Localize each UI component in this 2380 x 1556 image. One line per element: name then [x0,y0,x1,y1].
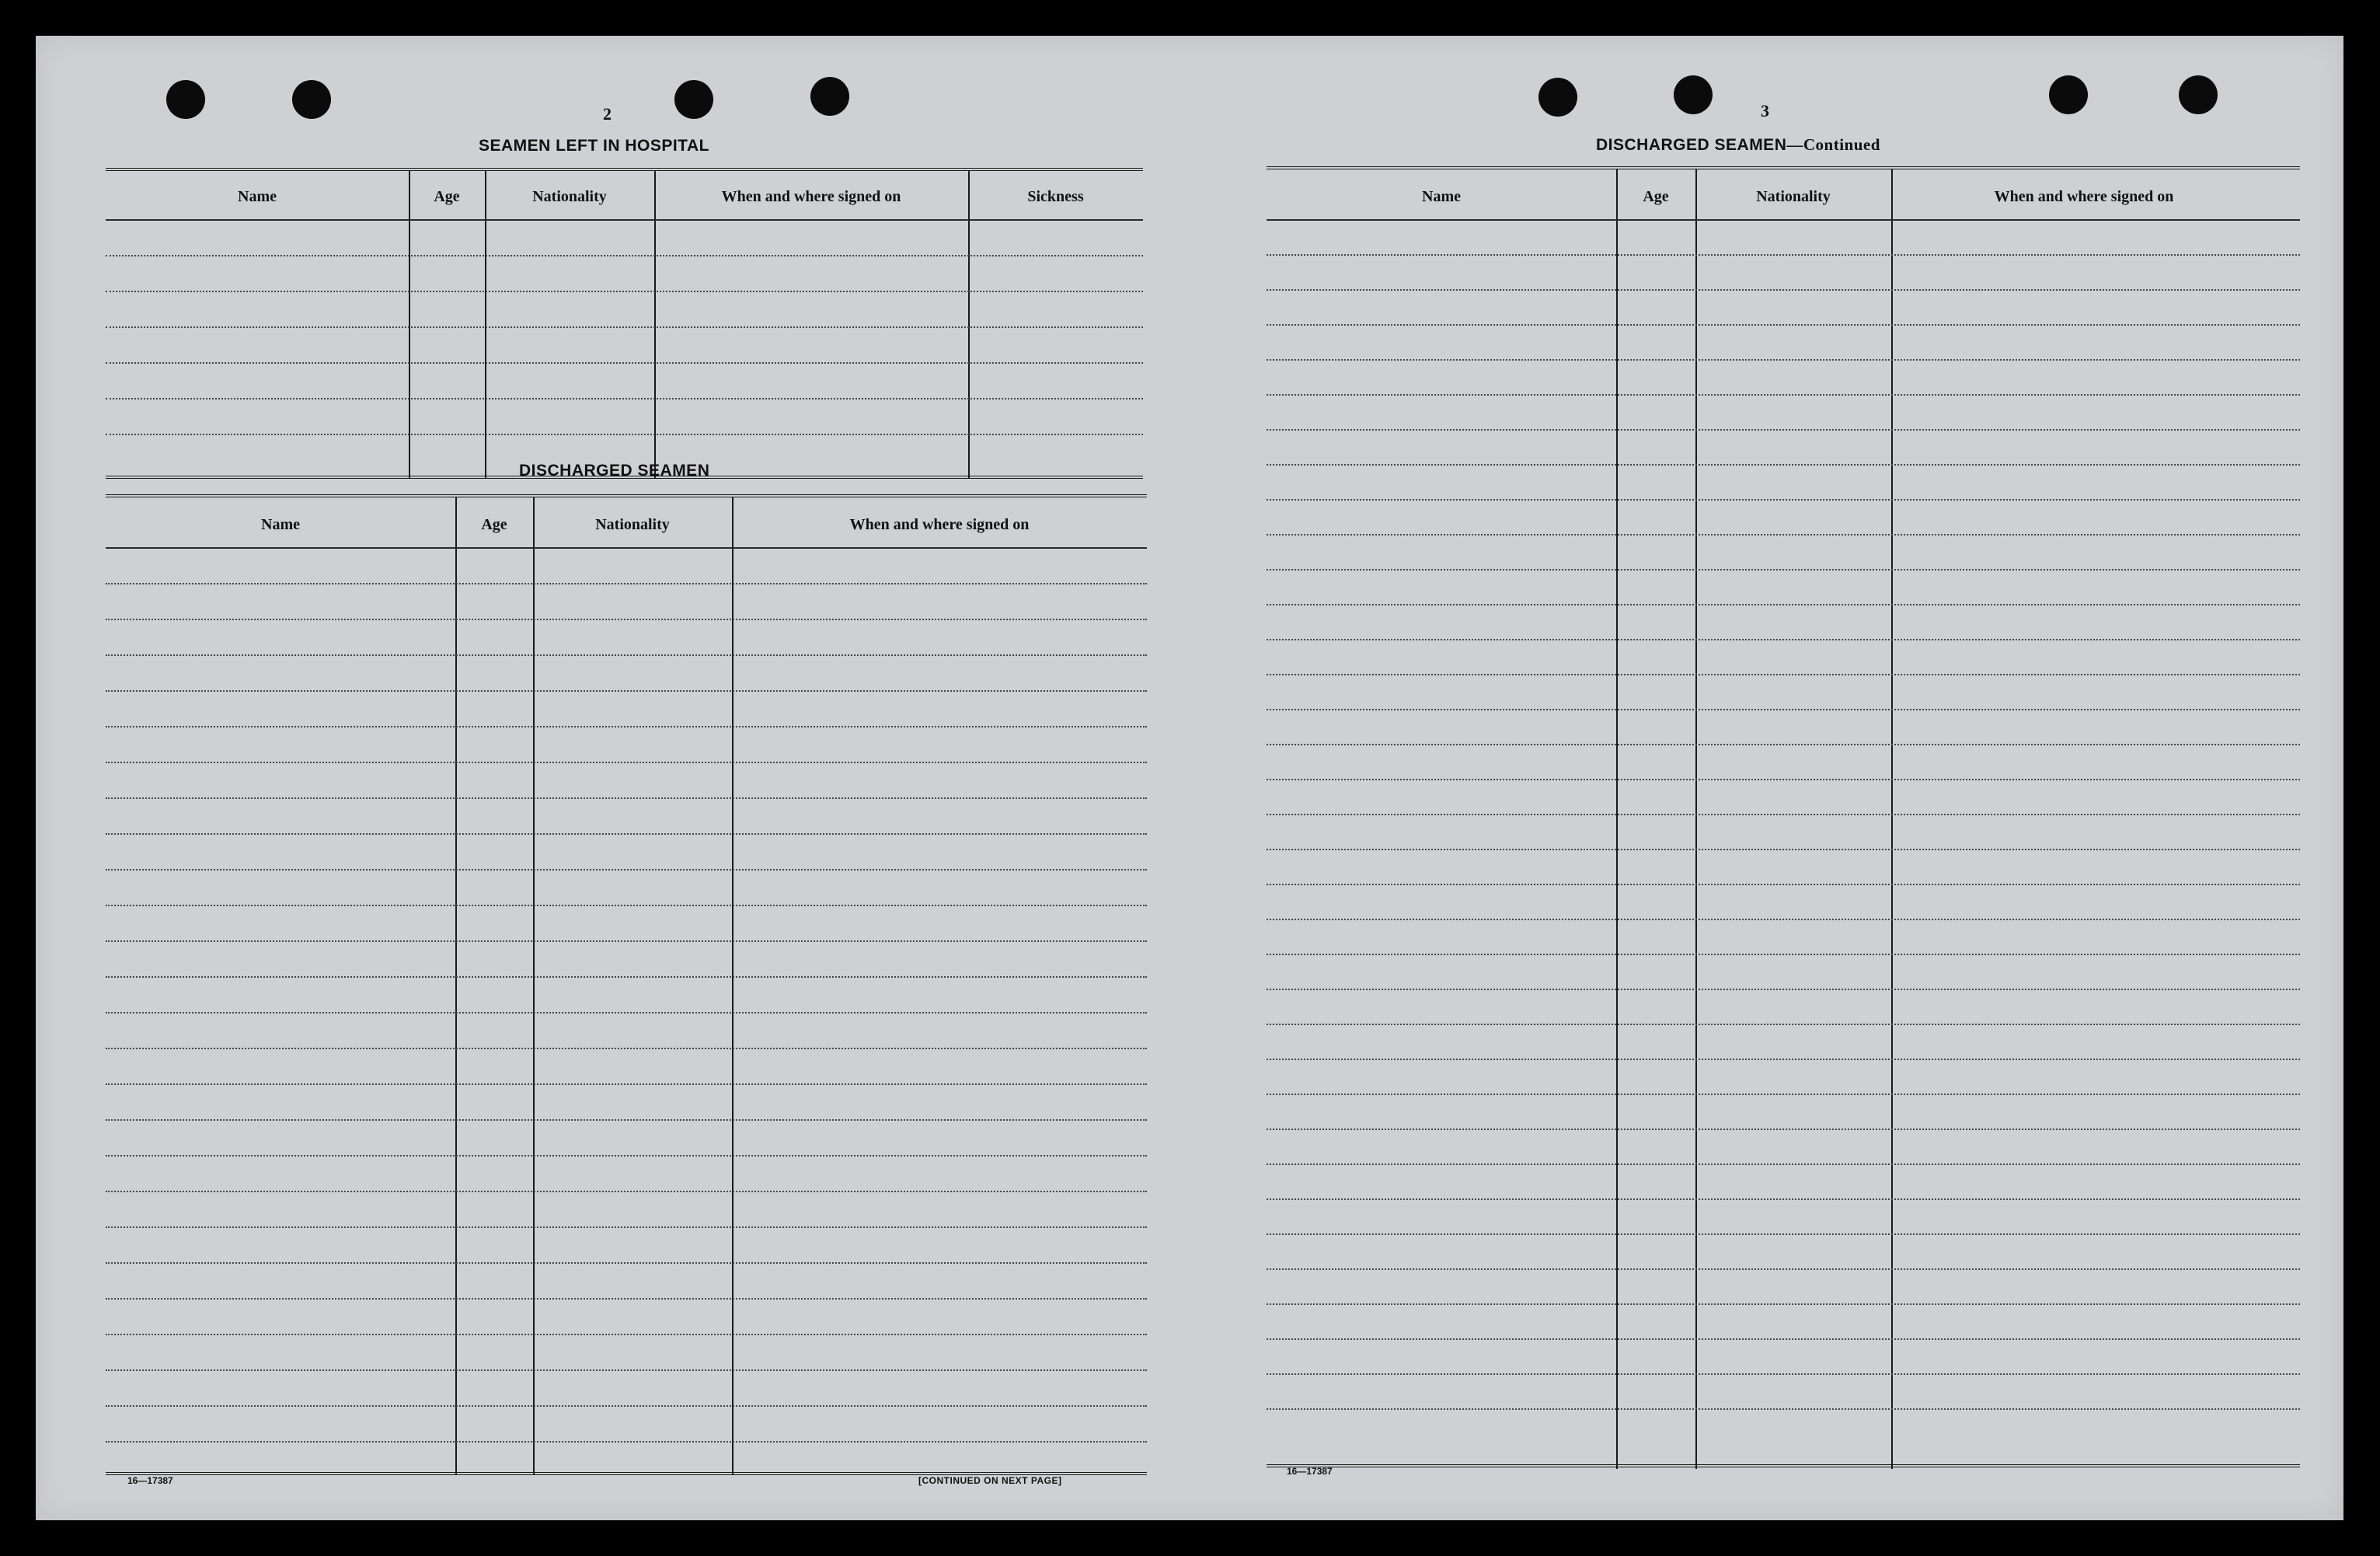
punch-hole [810,77,849,116]
discharged-table-left [106,494,1147,1475]
form-number: 16—17387 [1287,1466,1333,1477]
col-header-name: Name [1422,188,1461,205]
punch-hole [166,80,205,119]
page-number: 2 [603,104,612,124]
discharged-section-title: DISCHARGED SEAMEN [519,462,710,480]
page-number: 3 [1761,101,1769,120]
title-suffix: —Continued [1786,135,1880,154]
discharged-table-right [1267,166,2300,1469]
col-header-signed-on: When and where signed on [849,516,1030,533]
col-header-signed-on: When and where signed on [721,188,901,205]
col-header-age: Age [481,516,507,533]
col-header-name: Name [238,188,277,205]
discharged-continued-title [1596,135,1880,155]
form-number: 16—17387 [127,1475,173,1486]
continued-note: [CONTINUED ON NEXT PAGE] [918,1475,1062,1486]
col-header-age: Age [1643,188,1669,205]
col-header-name: Name [261,516,300,533]
col-header-age: Age [434,188,460,205]
hospital-section-title: SEAMEN LEFT IN HOSPITAL [479,137,709,155]
title-main: DISCHARGED SEAMEN [1596,136,1787,154]
document-spread [36,36,2343,1520]
punch-hole [674,80,713,119]
col-header-nationality: Nationality [532,188,607,205]
punch-hole [2049,75,2088,114]
punch-hole [292,80,331,119]
col-header-sickness: Sickness [1027,188,1084,205]
col-header-signed-on: When and where signed on [1994,188,2174,205]
punch-hole [1674,75,1713,114]
hospital-table [106,168,1143,479]
col-header-nationality: Nationality [1756,188,1831,205]
punch-hole [1538,78,1577,117]
col-header-nationality: Nationality [595,516,670,533]
punch-hole [2179,75,2218,114]
